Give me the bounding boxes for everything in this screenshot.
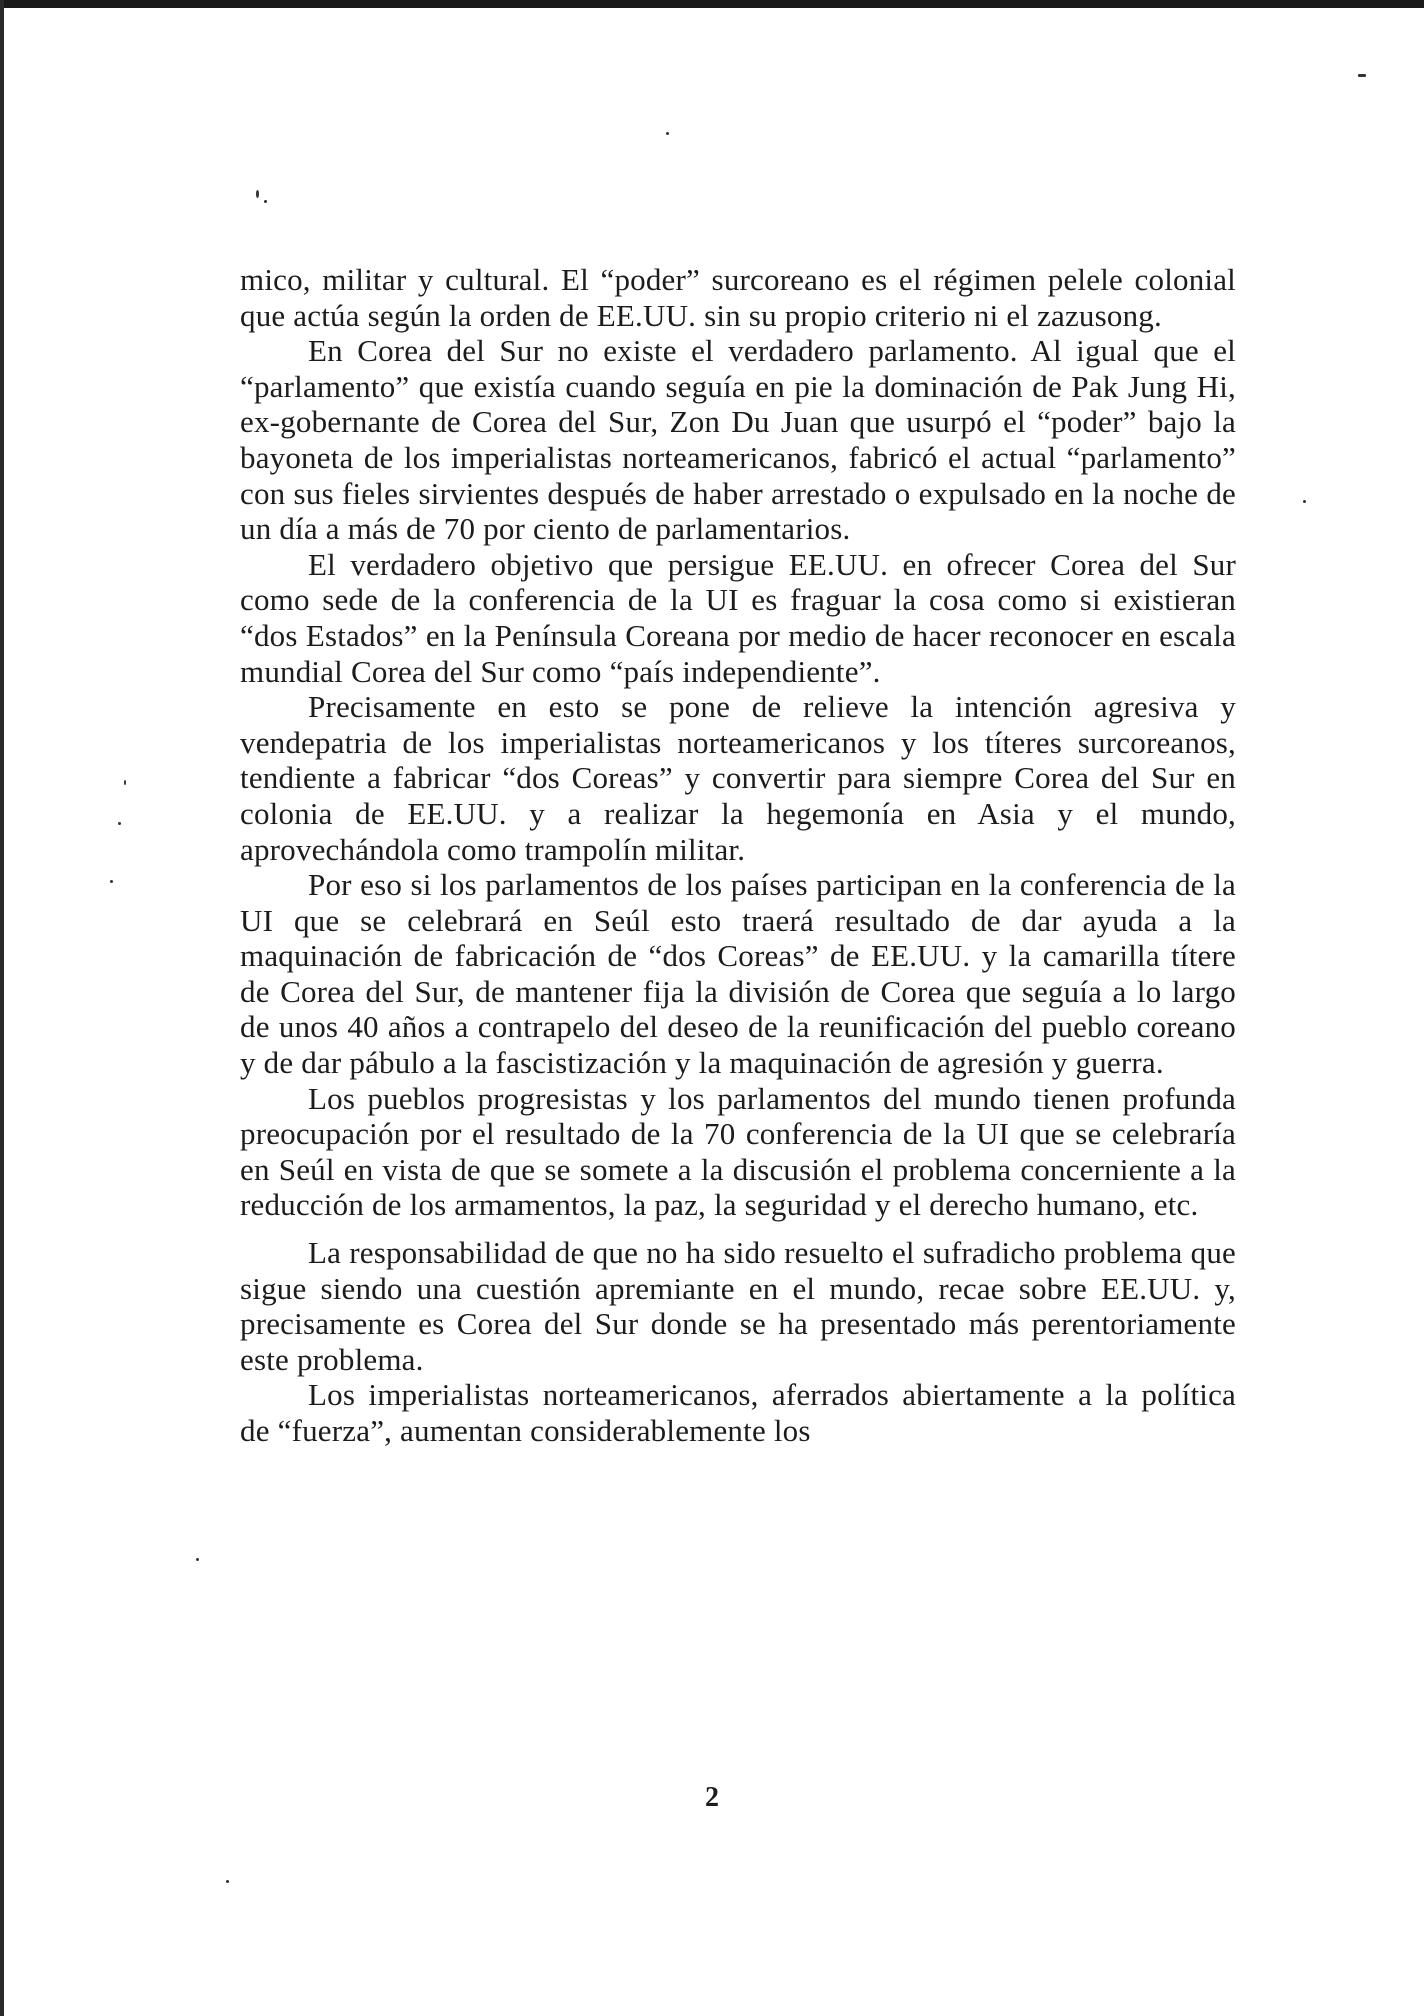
- document-body: [240, 262, 1236, 1449]
- scan-speck: [226, 1880, 229, 1883]
- scan-speck: [264, 200, 267, 203]
- scan-border-left: [0, 0, 4, 2016]
- paragraph: La responsabilidad de que no ha sido resuelto el sufradicho problema que sigue siendo una cuestión apremiante en el mundo, recae sobre EE.UU. y, precisamente es Corea del Sur donde se ha presentado más perentoriamente este problema.: [240, 1235, 1236, 1377]
- scan-speck: [256, 190, 259, 198]
- scan-speck: [1303, 500, 1306, 503]
- paragraph: mico, militar y cultural. El “poder” surcoreano es el régimen pelele colonial que actúa según la orden de EE.UU. sin su propio criterio ni el zazusong.: [240, 262, 1236, 333]
- paragraph: En Corea del Sur no existe el verdadero parlamento. Al igual que el “parlamento” que existía cuando seguía en pie la dominación de Pak Jung Hi, ex-gobernante de Corea del Sur, Zon Du Juan que usurpó el “poder” bajo la bayoneta de los imperialistas norteamericanos, fabricó el actual “parlamento” con sus fieles sirvientes después de haber arrestado o expulsado en la noche de un día a más de 70 por ciento de parlamentarios.: [240, 333, 1236, 547]
- scan-speck: [196, 1558, 199, 1561]
- scan-speck: [666, 132, 669, 135]
- scan-speck: [118, 822, 121, 825]
- paragraph: Los imperialistas norteamericanos, aferrados abiertamente a la política de “fuerza”, aumentan considerablemente los: [240, 1377, 1236, 1448]
- paragraph: Por eso si los parlamentos de los países participan en la conferencia de la UI que se celebrará en Seúl esto traerá resultado de dar ayuda a la maquinación de fabricación de “dos Coreas” de EE.UU. y la camarilla títere de Corea del Sur, de mantener fija la división de Corea que seguía a lo largo de unos 40 años a contrapelo del deseo de la reunificación del pueblo coreano y de dar pábulo a la fascistización y la maquinación de agresión y guerra.: [240, 867, 1236, 1081]
- paragraph: El verdadero objetivo que persigue EE.UU. en ofrecer Corea del Sur como sede de la conferencia de la UI es fraguar la cosa como si existieran “dos Estados” en la Península Coreana por medio de hacer reconocer en escala mundial Corea del Sur como “país independiente”.: [240, 546, 1236, 689]
- paragraph: Los pueblos progresistas y los parlamentos del mundo tienen profunda preocupación por el resultado de la 70 conferencia de la UI que se celebraría en Seúl en vista de que se somete a la discusión el problema concerniente a la reducción de los armamentos, la paz, la seguridad y el derecho humano, etc.: [240, 1080, 1236, 1223]
- scan-speck: [110, 880, 113, 883]
- scan-speck: [124, 780, 126, 785]
- scan-border-top: [0, 0, 1424, 8]
- scan-speck: [1358, 74, 1366, 77]
- page-number: 2: [705, 1782, 719, 1813]
- paragraph: Precisamente en esto se pone de relieve la intención agresiva y vendepatria de los imperialistas norteamericanos y los títeres surcoreanos, tendiente a fabricar “dos Coreas” y convertir para siempre Corea del Sur en colonia de EE.UU. y a realizar la hegemonía en Asia y el mundo, aprovechándola como trampolín militar.: [240, 689, 1236, 867]
